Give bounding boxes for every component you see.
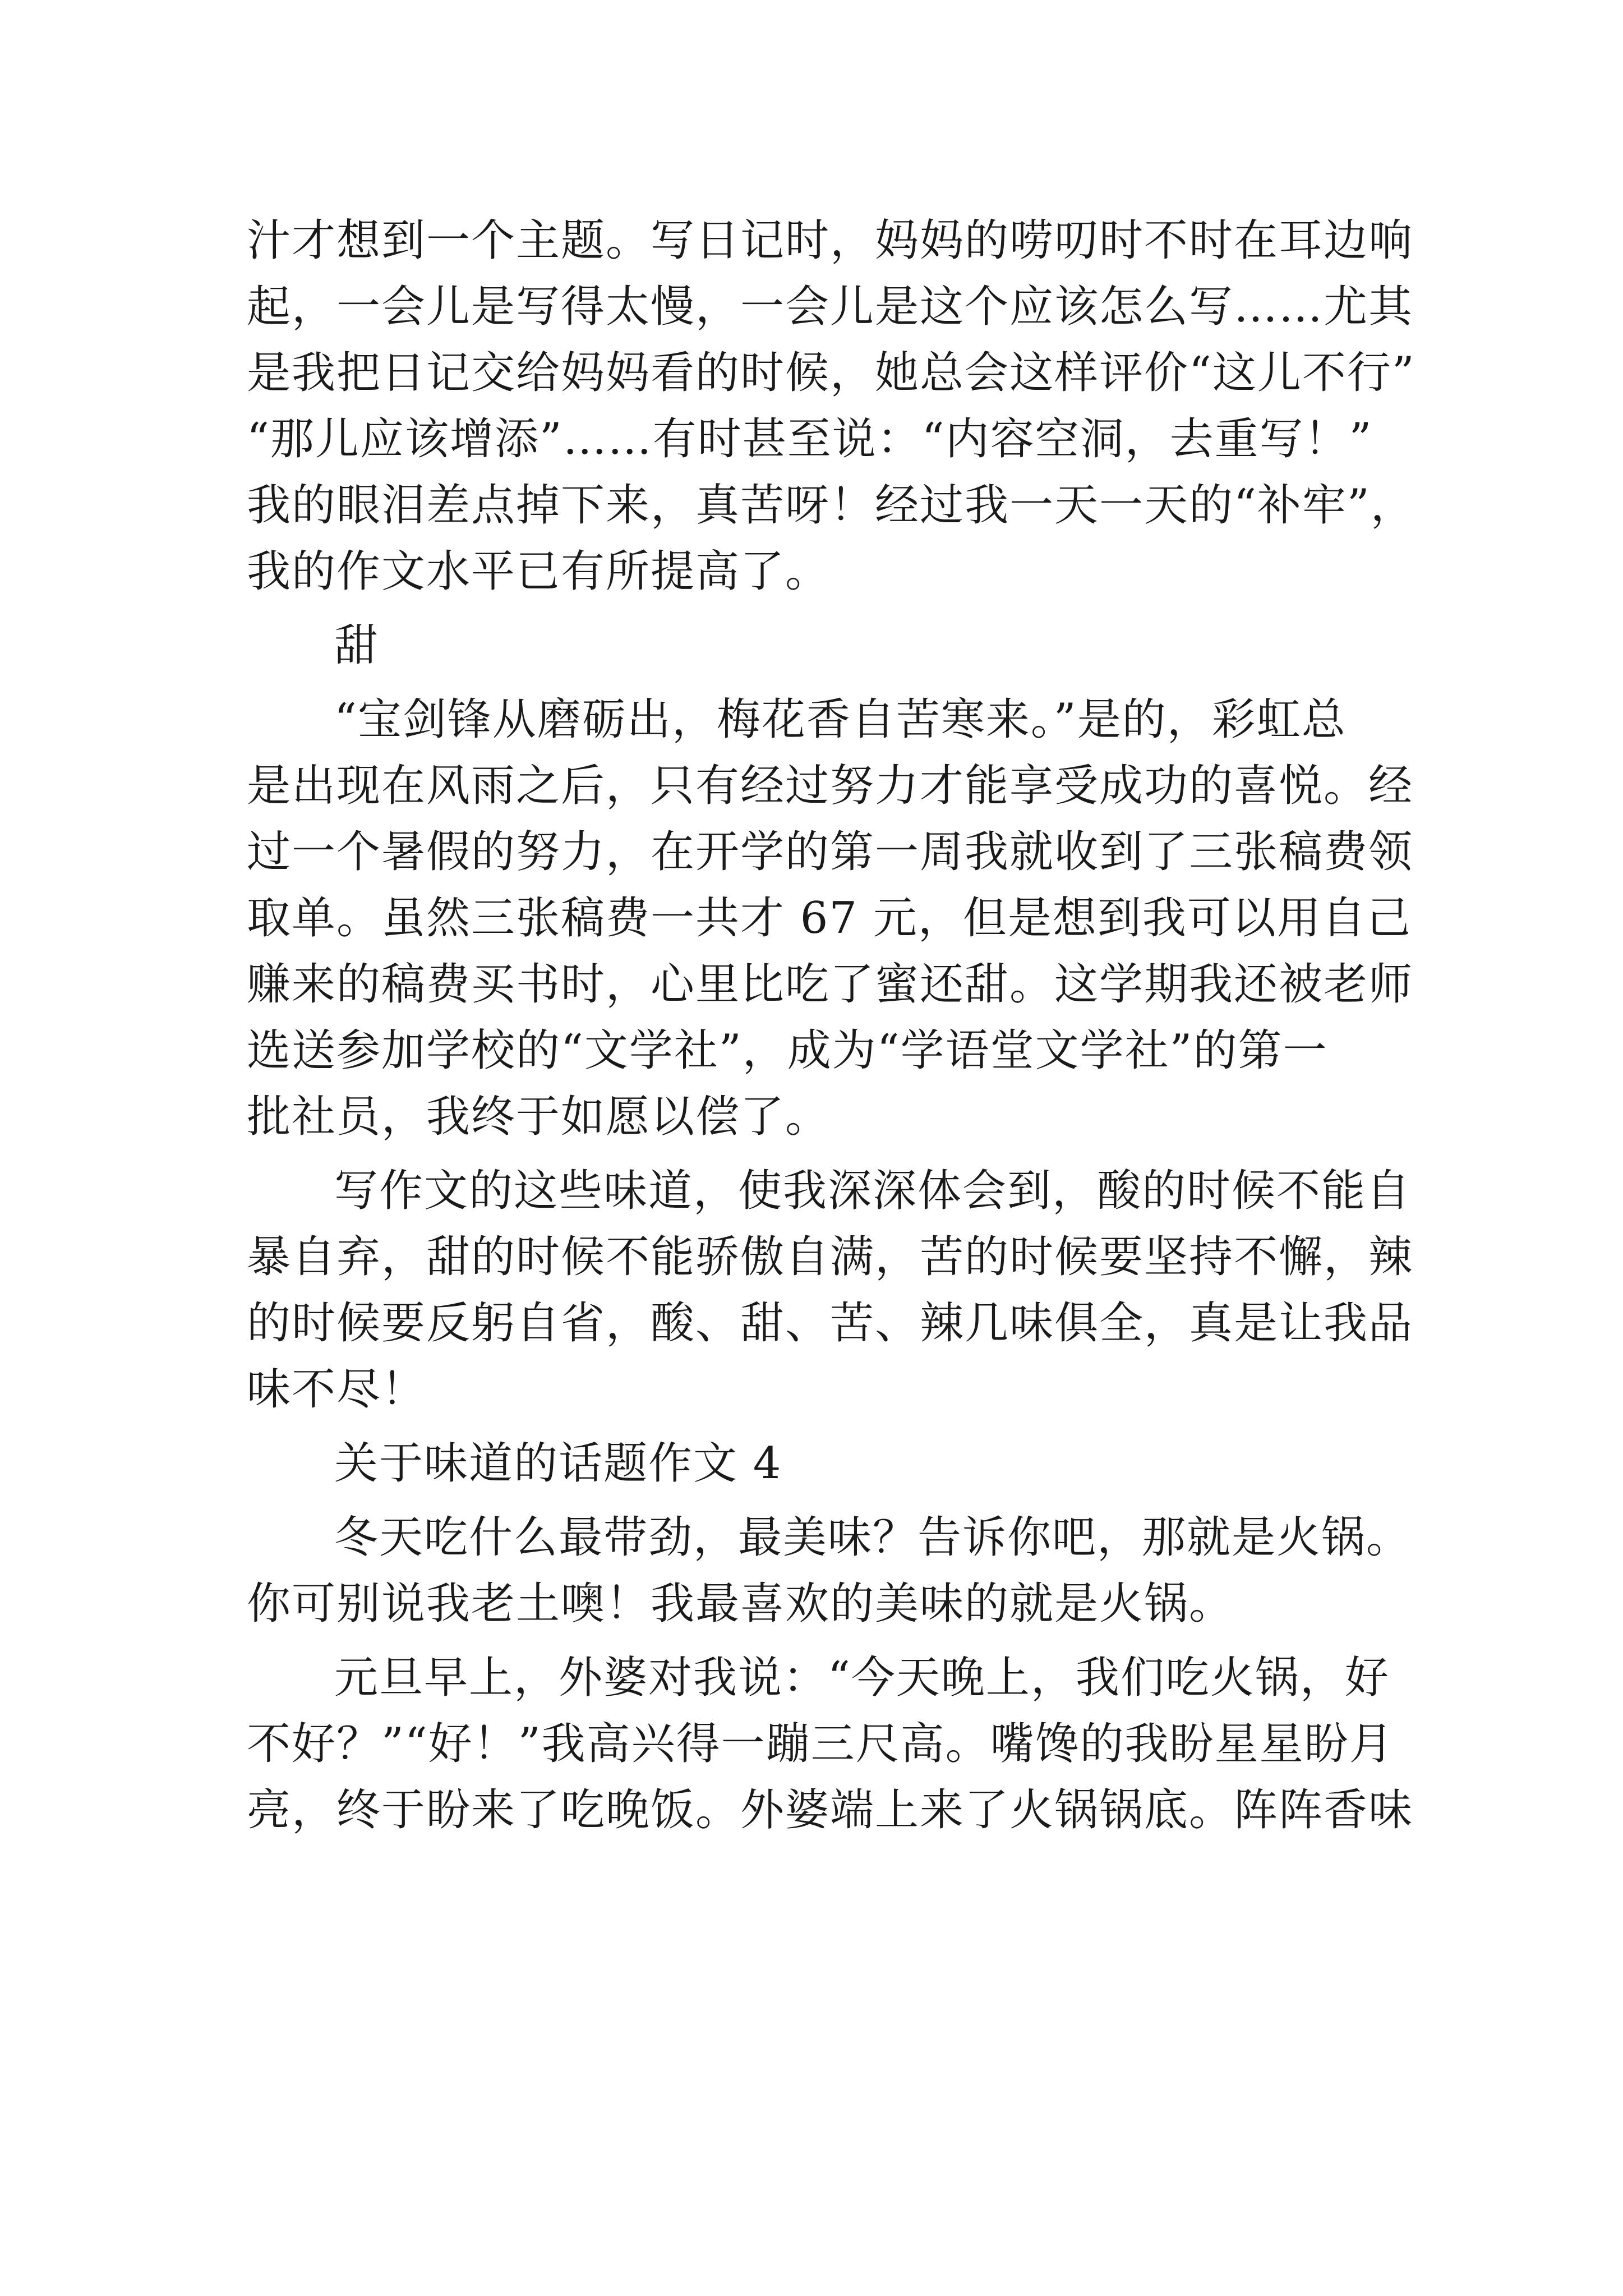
heading-text: 关于味道的话题作文 4 — [334, 1438, 782, 1489]
text-line: 批社员，我终于如愿以偿了。 — [247, 1092, 831, 1142]
section-heading — [247, 1430, 1391, 1497]
text-line: “那儿应该增添”……有时甚至说：“内容空洞，去重写！” — [247, 414, 1373, 464]
paragraph-spacer — [247, 1637, 1391, 1645]
section-heading — [247, 613, 1391, 679]
text-line: 取单。虽然三张稿费一共才 67 元，但是想到我可以用自己 — [247, 893, 1412, 944]
text-line: 亮，终于盼来了吃晚饭。外婆端上来了火锅锅底。阵阵香味 — [247, 1785, 1414, 1835]
text-line: 元旦早上，外婆对我说：“今天晚上，我们吃火锅，好 — [334, 1653, 1390, 1703]
paragraph — [247, 687, 1414, 1150]
text-line: 是出现在风雨之后，只有经过努力才能享受成功的喜悦。经 — [247, 761, 1414, 811]
heading-text: 甜 — [334, 620, 380, 671]
text-line: 暴自弃，甜的时候不能骄傲自满，苦的时候要坚持不懈，辣 — [247, 1232, 1414, 1282]
text-line: 冬天吃什么最带劲，最美味？告诉你吧，那就是火锅。 — [334, 1512, 1412, 1563]
text-line: “宝剑锋从磨砺出，梅花香自苦寒来。”是的，彩虹总 — [334, 694, 1347, 745]
text-line: 赚来的稿费买书时，心里比吃了蜜还甜。这学期我还被老师 — [247, 959, 1414, 1010]
text-line: 选送参加学校的“文学社”，成为“学语堂文学社”的第一 — [247, 1025, 1328, 1076]
text-line: 写作文的这些味道，使我深深体会到，酸的时候不能自 — [334, 1166, 1412, 1216]
paragraph — [247, 1504, 1412, 1637]
paragraph — [247, 1158, 1414, 1423]
text-line: 是我把日记交给妈妈看的时候，她总会这样评价“这儿不行” — [247, 348, 1415, 398]
text-line: 味不尽！ — [247, 1364, 427, 1415]
paragraph — [247, 1645, 1414, 1843]
paragraph — [247, 208, 1415, 605]
paragraph-spacer — [247, 1150, 1391, 1158]
text-line: 我的眼泪差点掉下来，真苦呀！经过我一天一天的“补牢”， — [247, 480, 1415, 531]
paragraph-spacer — [247, 679, 1391, 687]
paragraph-spacer — [247, 1843, 1391, 1851]
text-line: 汁才想到一个主题。写日记时，妈妈的唠叨时不时在耳边响 — [247, 215, 1414, 266]
text-line: 起，一会儿是写得太慢，一会儿是这个应该怎么写……尤其 — [247, 282, 1414, 332]
text-line: 不好？”“好！”我高兴得一蹦三尺高。嘴馋的我盼星星盼月 — [247, 1719, 1394, 1769]
text-line: 过一个暑假的努力，在开学的第一周我就收到了三张稿费领 — [247, 827, 1414, 877]
document-page — [247, 208, 1415, 1851]
text-line: 的时候要反躬自省，酸、甜、苦、辣几味俱全，真是让我品 — [247, 1298, 1414, 1349]
text-line: 我的作文水平已有所提高了。 — [247, 546, 831, 597]
paragraph-spacer — [247, 1423, 1391, 1430]
paragraph-spacer — [247, 1497, 1391, 1504]
paragraph-spacer — [247, 605, 1391, 613]
text-line: 你可别说我老土噢！我最喜欢的美味的就是火锅。 — [247, 1579, 1234, 1629]
